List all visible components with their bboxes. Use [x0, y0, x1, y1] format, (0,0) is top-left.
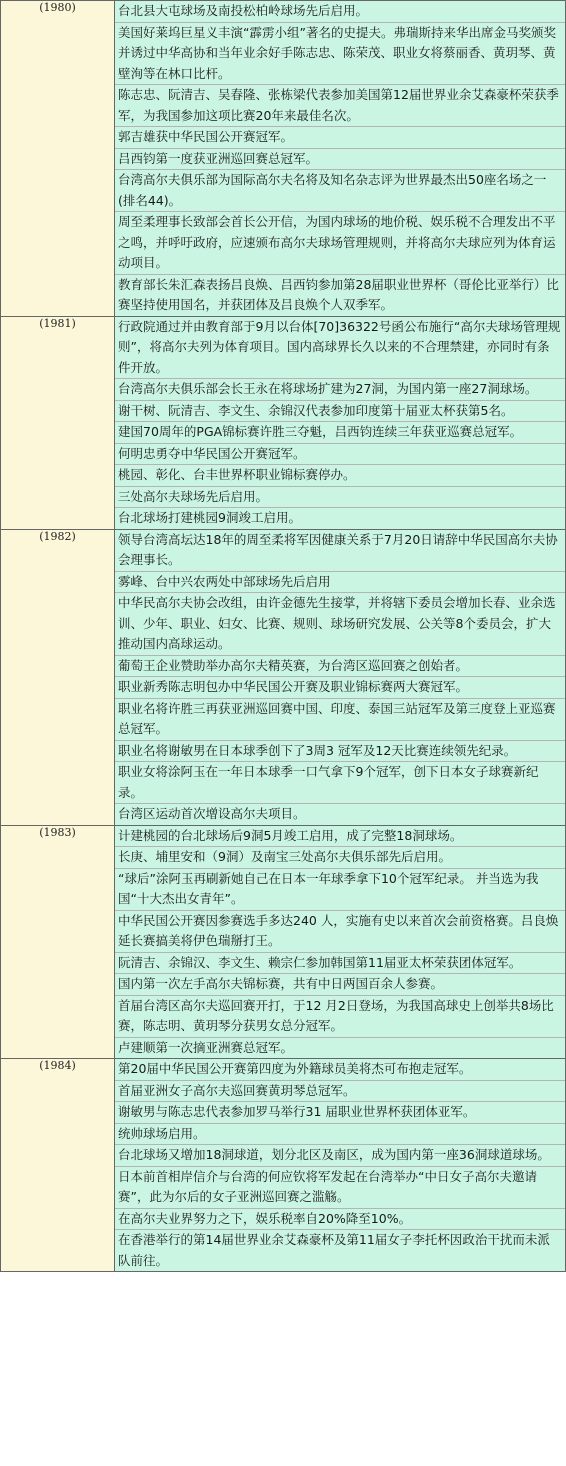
event-item: 何明忠勇夺中华民国公开赛冠军。 [115, 444, 565, 466]
event-item: 台湾区运动首次增设高尔夫项目。 [118, 806, 306, 821]
event-item: 阮清吉、余锦汉、李文生、赖宗仁参加韩国第11届亚太杯荣获团体冠军。 [115, 953, 565, 975]
event-item: 雾峰、台中兴农两处中部球场先后启用 [115, 572, 565, 594]
year-row [1, 825, 566, 1059]
events-cell [115, 825, 566, 1059]
event-item: 三处高尔夫球场先后启用。 [115, 487, 565, 509]
event-item: 桃园、彰化、台丰世界杯职业锦标赛停办。 [115, 465, 565, 487]
year-label: (1980) [1, 1, 115, 317]
year-row [1, 316, 566, 529]
event-item: 周至柔理事长致部会首长公开信，为国内球场的地价税、娱乐税不合理发出不平之鸣，并呼吁政府，应速颁布高尔夫球场管理规则，并将高尔夫球应列为体育运动项目。 [115, 212, 565, 275]
event-item: 行政院通过并由教育部于9月以台体[70]36322号函公布施行“高尔夫球场管理规则”，将高尔夫列为体育项目。国内高球界长久以来的不合理禁建，亦同时有条件开放。 [115, 317, 565, 380]
event-item: 美国好莱坞巨星义丰演“霹雳小组”著名的史提夫。弗瑞斯持来华出席金马奖颁奖并诱过中华高协和当年业余好手陈志忠、陈荣茂、职业女将蔡丽香、黄玥琴、黄壁洵等在林口比杆。 [115, 23, 565, 86]
event-item: 职业名将许胜三再获亚洲巡回赛中国、印度、泰国三站冠军及第三度登上亚巡赛总冠军。 [115, 699, 565, 741]
event-item: 谢干树、阮清吉、李文生、余锦汉代表参加印度第十届亚太杯获第5名。 [115, 401, 565, 423]
event-item: 中华民高尔夫协会改组，由许金德先生接掌，并将辖下委员会增加长春、业余选训、少年、职业、妇女、比赛、规则、球场研究发展、公关等8个委员会，扩大推动国内高球运动。 [115, 593, 565, 656]
events-cell [115, 529, 566, 825]
event-item: 吕西钧第一度获亚洲巡回赛总冠军。 [115, 149, 565, 171]
event-item: 职业新秀陈志明包办中华民国公开赛及职业锦标赛两大赛冠军。 [115, 677, 565, 699]
event-item: 葡萄王企业赞助举办高尔夫精英赛，为台湾区巡回赛之创始者。 [115, 656, 565, 678]
year-row [1, 1, 566, 317]
event-item: 台北球场又增加18洞球道，划分北区及南区，成为国内第一座36洞球道球场。 [115, 1145, 565, 1167]
event-item: 职业女将涂阿玉在一年日本球季一口气拿下9个冠军，创下日本女子球赛新纪录。 [115, 762, 565, 804]
events-cell [115, 1059, 566, 1272]
event-item: 中华民国公开赛因参赛选手多达240 人，实施有史以来首次会前资格赛。吕良焕延长赛搞美将伊色瑞掰打王。 [115, 911, 565, 953]
event-item: 统帅球场启用。 [115, 1124, 565, 1146]
events-cell [115, 1, 566, 317]
year-label: (1984) [1, 1059, 115, 1272]
event-item: 长庚、埔里安和（9洞）及南宝三处高尔夫俱乐部先后启用。 [115, 847, 565, 869]
event-item: 台北县大屯球场及南投松柏岭球场先后启用。 [115, 1, 565, 23]
year-row [1, 1059, 566, 1272]
event-item: 郭吉雄获中华民国公开赛冠军。 [115, 127, 565, 149]
year-label: (1981) [1, 316, 115, 529]
event-item: 第20届中华民国公开赛第四度为外籍球员美将杰可布抱走冠军。 [115, 1059, 565, 1081]
event-item: “球后”涂阿玉再刷新她自己在日本一年球季拿下10个冠军纪录。 并当选为我国“十大杰出女青年”。 [115, 869, 565, 911]
event-item: 卢建顺第一次摘亚洲赛总冠军。 [118, 1039, 294, 1055]
event-item: 日本前首相岸信介与台湾的何应钦将军发起在台湾举办“中日女子高尔夫邀请赛”，此为尔后的女子亚洲巡回赛之滥觞。 [115, 1167, 565, 1209]
event-item: 职业名将谢敏男在日本球季创下了3周3 冠军及12天比赛连续领先纪录。 [115, 741, 565, 763]
event-item: 台北球场打建桃园9洞竣工启用。 [118, 510, 301, 525]
event-item: 台湾高尔夫俱乐部为国际高尔夫名将及知名杂志评为世界最杰出50座名场之一(排名44)。 [115, 170, 565, 212]
year-label: (1983) [1, 825, 115, 1059]
event-item: 在香港举行的第14届世界业余艾森豪杯及第11届女子李托杯因政治干扰而未派队前往。 [118, 1232, 550, 1268]
timeline-body [1, 1, 566, 1272]
year-row [1, 529, 566, 825]
event-item: 首届亚洲女子高尔夫巡回赛黄玥琴总冠军。 [115, 1081, 565, 1103]
event-item: 在高尔夫业界努力之下，娱乐税率自20%降至10%。 [115, 1209, 565, 1231]
event-item: 教育部长朱汇森表扬吕良焕、吕西钧参加第28届职业世界杯（哥伦比亚举行）比赛坚持使用国名，并获团体及吕良焕个人双季军。 [118, 276, 559, 312]
event-item: 谢敏男与陈志忠代表参加罗马举行31 届职业世界杯获团体亚军。 [115, 1102, 565, 1124]
event-item: 陈志忠、阮清吉、吴春隆、张栋梁代表参加美国第12届世界业余艾森豪杯荣获季军，为我国参加这项比赛20年来最佳名次。 [115, 85, 565, 127]
event-item: 首届台湾区高尔夫巡回赛开打，于12 月2日登场，为我国高球史上创举共8场比赛，陈志明、黄玥琴分获男女总分冠军。 [115, 996, 565, 1038]
event-item: 国内第一次左手高尔夫锦标赛，共有中日两国百余人参赛。 [115, 974, 565, 996]
year-label: (1982) [1, 529, 115, 825]
event-item: 领导台湾高坛达18年的周至柔将军因健康关系于7月20日请辞中华民国高尔夫协会理事长。 [115, 530, 565, 572]
event-item: 台湾高尔夫俱乐部会长王永在将球场扩建为27洞，为国内第一座27洞球场。 [115, 379, 565, 401]
event-item: 计建桃园的台北球场后9洞5月竣工启用，成了完整18洞球场。 [115, 826, 565, 848]
event-item: 建国70周年的PGA锦标赛许胜三夺魁，吕西钧连续三年获亚巡赛总冠军。 [115, 422, 565, 444]
events-cell [115, 316, 566, 529]
